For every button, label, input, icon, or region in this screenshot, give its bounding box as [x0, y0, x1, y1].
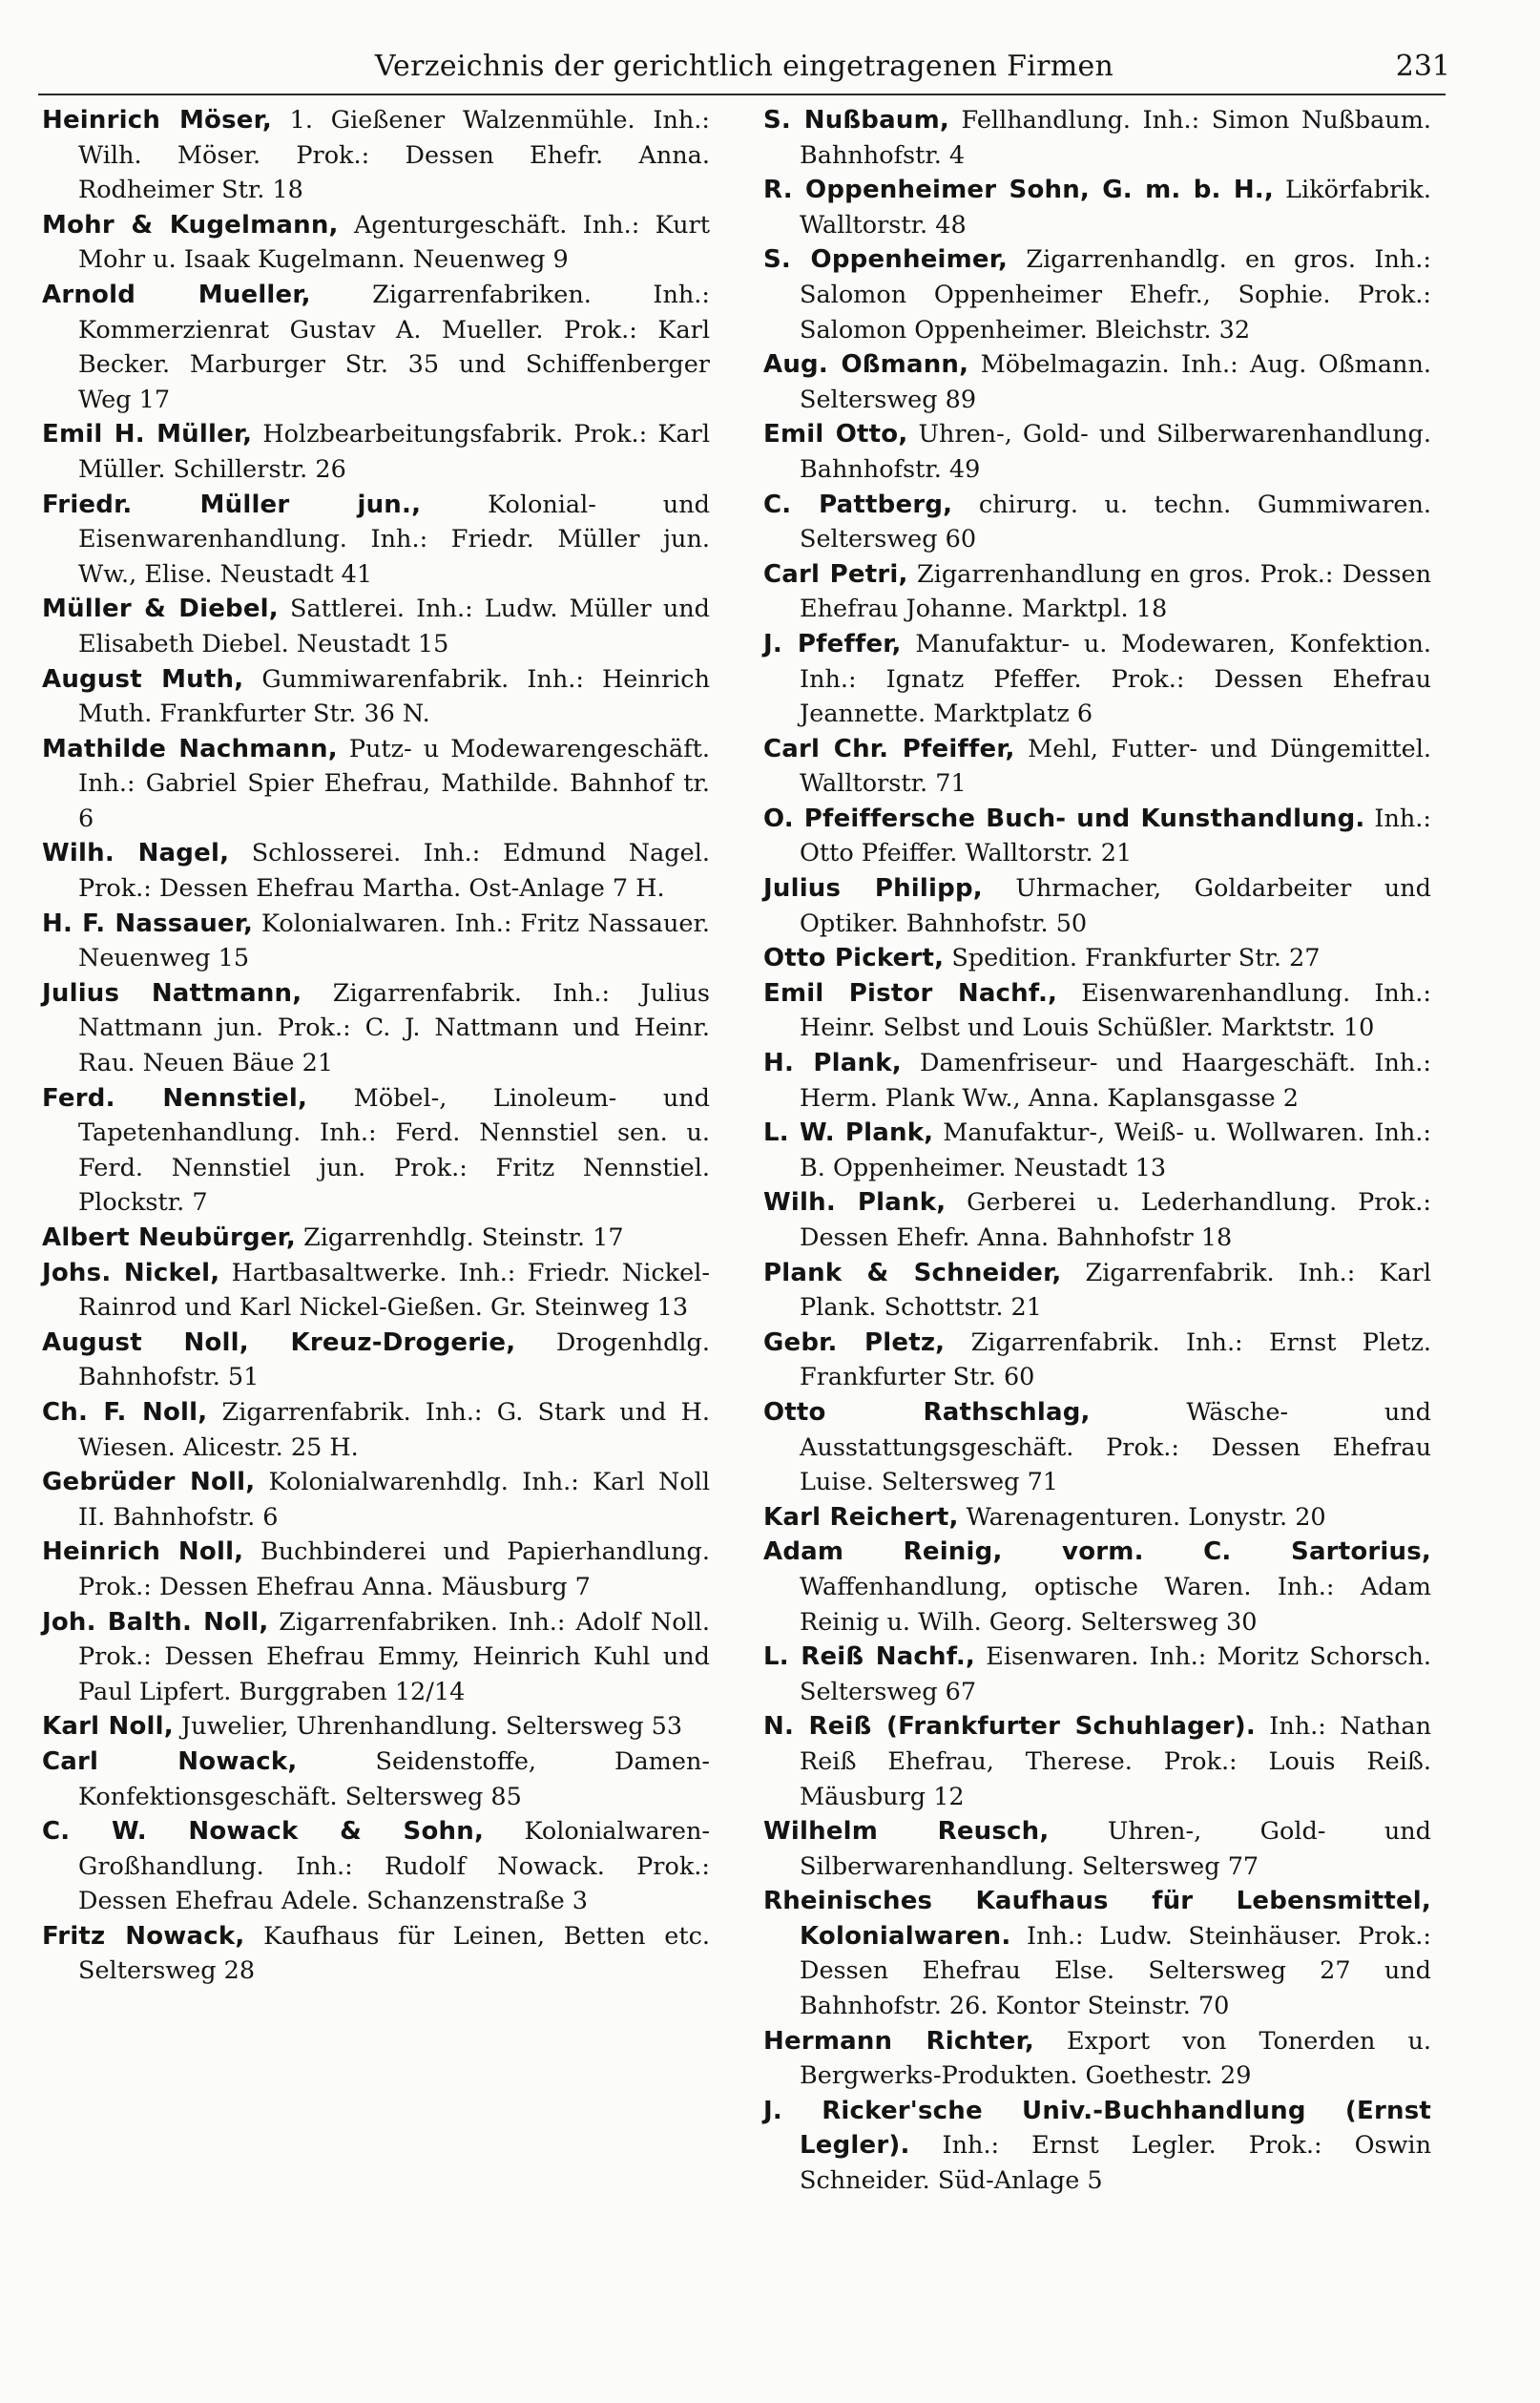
firm-entry: [42, 662, 710, 732]
firm-entry: [42, 1745, 710, 1814]
firm-name: Emil Pistor Nachf.,: [763, 978, 1058, 1008]
firm-name: Julius Nattmann,: [42, 978, 302, 1008]
firm-details: Damenfriseur- und Haargeschäft. Inh.: Herm. Plank Ww., Anna. Kaplansgasse 2: [800, 1049, 1431, 1113]
firm-entry: [763, 1185, 1431, 1255]
firm-entry: [763, 1256, 1431, 1326]
firm-name: Karl Reichert,: [763, 1502, 959, 1532]
firm-entry: [763, 103, 1431, 173]
firm-details: Mehl, Futter- und Düngemittel. Walltorstr. 71: [800, 734, 1431, 799]
firm-entry: [42, 1919, 710, 1989]
firm-entry: [42, 836, 710, 906]
firm-details: Zigarrenfabrik. Inh.: Karl Plank. Schottstr. 21: [800, 1258, 1431, 1323]
firm-name: Fritz Nowack,: [42, 1921, 245, 1951]
firm-name: August Muth,: [42, 664, 244, 694]
firm-entry: [42, 1535, 710, 1604]
firm-name: J. Pfeffer,: [763, 629, 902, 658]
firm-name: Hermann Richter,: [763, 2026, 1034, 2056]
firm-entry: [763, 173, 1431, 242]
firm-name: Gebrüder Noll,: [42, 1468, 256, 1497]
firm-name: L. W. Plank,: [763, 1118, 934, 1148]
firm-entry: [763, 802, 1431, 871]
firm-details: Eisenwaren. Inh.: Moritz Schorsch. Seltersweg 67: [800, 1642, 1432, 1706]
firm-details: Gummiwarenfabrik. Inh.: Heinrich Muth. Frankfurter Str. 36 N.: [78, 664, 710, 729]
firm-details: Likörfabrik. Walltorstr. 48: [800, 176, 1431, 240]
firm-details: Kolonial- und Eisenwarenhandlung. Inh.: Friedr. Müller jun. Ww., Elise. Neustadt 41: [78, 490, 710, 589]
firm-entry: [763, 1116, 1431, 1185]
firm-name: Wilh. Plank,: [763, 1188, 947, 1218]
firm-name: Carl Chr. Pfeiffer,: [763, 734, 1015, 763]
firm-details: Zigarrenhandlung en gros. Prok.: Dessen Ehefrau Johanne. Marktpl. 18: [800, 559, 1431, 624]
firm-name: Wilh. Nagel,: [42, 839, 230, 868]
firm-details: Uhren-, Gold- und Silberwarenhandlung. Bahnhofstr. 49: [800, 420, 1431, 484]
firm-name: Mohr & Kugelmann,: [42, 210, 339, 240]
firm-details: Spedition. Frankfurter Str. 27: [944, 944, 1321, 973]
firm-name: Johs. Nickel,: [42, 1258, 220, 1287]
firm-details: Inh.: Nathan Reiß Ehefrau, Therese. Prok.: Louis Reiß. Mäusburg 12: [800, 1712, 1432, 1811]
running-title: Verzeichnis der gerichtlich eingetragenen Firmen: [374, 50, 1114, 83]
firm-entry: [42, 488, 710, 593]
firm-name: Friedr. Müller jun.,: [42, 490, 422, 519]
firm-entry: [42, 278, 710, 417]
firm-name: Emil H. Müller,: [42, 420, 253, 449]
firm-details: Kaufhaus für Leinen, Betten etc. Seltersweg 28: [78, 1921, 710, 1986]
firm-details: Zigarrenfabriken. Inh.: Kommerzienrat Gustav A. Mueller. Prok.: Karl Becker. Marburger Str. 35 und Schiffenberger Weg 17: [78, 280, 710, 414]
firm-details: Sattlerei. Inh.: Ludw. Müller und Elisabeth Diebel. Neustadt 15: [78, 595, 711, 658]
firm-details: Uhrmacher, Goldarbeiter und Optiker. Bahnhofstr. 50: [800, 874, 1431, 938]
firm-name: Heinrich Noll,: [42, 1537, 244, 1567]
firm-details: Putz- u Modewarengeschäft. Inh.: Gabriel Spier Ehefrau, Mathilde. Bahnhof tr. 6: [78, 734, 710, 833]
firm-name: Aug. Oßmann,: [763, 350, 969, 380]
firm-name: J. Ricker'sche Univ.-Buchhandlung (Ernst Legler).: [763, 2096, 1431, 2161]
firm-entry: [763, 1884, 1431, 2023]
firm-details: Inh.: Ernst Legler. Prok.: Oswin Schneider. Süd-Anlage 5: [800, 2131, 1431, 2196]
firm-name: Gebr. Pletz,: [763, 1327, 946, 1357]
firm-name: C. W. Nowack & Sohn,: [42, 1817, 485, 1847]
firm-details: Zigarrenfabrik. Inh.: Ernst Pletz. Frankfurter Str. 60: [800, 1327, 1431, 1392]
firm-entry: [763, 976, 1431, 1046]
firm-details: Kolonialwaren. Inh.: Fritz Nassauer. Neuenweg 15: [78, 909, 710, 973]
firm-name: Otto Pickert,: [763, 944, 945, 973]
firm-entry: [763, 488, 1431, 557]
firm-name: O. Pfeiffersche Buch- und Kunsthandlung.: [763, 804, 1365, 833]
firm-entry: [42, 1256, 710, 1326]
firm-name: August Noll, Kreuz-Drogerie,: [42, 1327, 516, 1357]
firm-details: 1. Gießener Walzenmühle. Inh.: Wilh. Möser. Prok.: Dessen Ehefr. Anna. Rodheimer Str. 18: [78, 106, 710, 205]
firm-name: Emil Otto,: [763, 420, 908, 449]
firm-name: Otto Rathschlag,: [763, 1397, 1091, 1427]
firm-entry: [42, 1605, 710, 1710]
firm-name: Wilhelm Reusch,: [763, 1817, 1050, 1847]
firm-details: Inh.: Otto Pfeiffer. Walltorstr. 21: [800, 804, 1431, 868]
firm-name: Joh. Balth. Noll,: [42, 1607, 269, 1637]
header-rule: [38, 94, 1446, 95]
firm-entry: [763, 1535, 1431, 1640]
firm-details: Waffenhandlung, optische Waren. Inh.: Adam Reinig u. Wilh. Georg. Seltersweg 30: [800, 1572, 1431, 1637]
firm-name: N. Reiß (Frankfurter Schuhlager).: [763, 1712, 1256, 1742]
firm-details: Holzbearbeitungsfabrik. Prok.: Karl Müller. Schillerstr. 26: [78, 420, 710, 484]
firm-details: Uhren-, Gold- und Silberwarenhandlung. Seltersweg 77: [800, 1817, 1431, 1881]
firm-entry: [42, 976, 710, 1081]
firm-entry: [42, 1814, 710, 1919]
firm-details: Inh.: Ludw. Steinhäuser. Prok.: Dessen Ehefrau Else. Seltersweg 27 und Bahnhofstr. 26. Kontor Steinstr. 70: [800, 1921, 1431, 2021]
firm-details: Schlosserei. Inh.: Edmund Nagel. Prok.: Dessen Ehefrau Martha. Ost-Anlage 7 H.: [78, 839, 710, 904]
firm-entry: [763, 1395, 1431, 1500]
firm-name: C. Pattberg,: [763, 490, 953, 519]
firm-name: R. Oppenheimer Sohn, G. m. b. H.,: [763, 176, 1274, 205]
page-header: [38, 40, 1450, 94]
firm-entry: [42, 1081, 710, 1221]
firm-entry: [763, 417, 1431, 487]
firm-name: H. F. Nassauer,: [42, 909, 254, 938]
firm-name: Mathilde Nachmann,: [42, 734, 338, 763]
firm-entry: [42, 1709, 710, 1745]
firm-entry: [42, 907, 710, 976]
firm-name: Müller & Diebel,: [42, 595, 279, 624]
firm-details: Manufaktur- u. Modewaren, Konfektion. Inh.: Ignatz Pfeffer. Prok.: Dessen Ehefrau Jeannette. Marktplatz 6: [800, 629, 1431, 729]
firm-details: Zigarrenfabrik. Inh.: G. Stark und H. Wiesen. Alicestr. 25 H.: [78, 1397, 710, 1462]
firm-name: Heinrich Möser,: [42, 106, 272, 135]
firm-entry: [763, 627, 1431, 732]
firm-details: Hartbasaltwerke. Inh.: Friedr. Nickel-Rainrod und Karl Nickel-Gießen. Gr. Steinweg 13: [78, 1258, 710, 1323]
firm-name: Karl Noll,: [42, 1712, 174, 1742]
firm-entry: [763, 1814, 1431, 1884]
firm-entry: [42, 208, 710, 278]
firm-entry: [763, 1500, 1431, 1536]
firm-name: Adam Reinig, vorm. C. Sartorius,: [763, 1537, 1431, 1567]
left-column: [42, 103, 710, 1989]
firm-name: Carl Nowack,: [42, 1746, 298, 1776]
firm-entry: [763, 941, 1431, 976]
firm-details: Warenagenturen. Lonystr. 20: [958, 1502, 1326, 1532]
firm-details: Kolonialwarenhdlg. Inh.: Karl Noll II. Bahnhofstr. 6: [78, 1468, 710, 1532]
firm-entry: [763, 2024, 1431, 2094]
firm-entry: [763, 871, 1431, 941]
firm-entry: [42, 103, 710, 208]
firm-name: Rheinisches Kaufhaus für Lebensmittel, Kolonialwaren.: [763, 1887, 1431, 1951]
firm-details: Möbelmagazin. Inh.: Aug. Oßmann. Seltersweg 89: [800, 350, 1431, 414]
firm-entry: [42, 417, 710, 487]
firm-details: Zigarrenfabrik. Inh.: Julius Nattmann jun. Prok.: C. J. Nattmann und Heinr. Rau. Neuen Bäue 21: [78, 978, 710, 1078]
page-number: 231: [1395, 50, 1450, 83]
firm-entry: [42, 1221, 710, 1256]
firm-details: Export von Tonerden u. Bergwerks-Produkten. Goethestr. 29: [800, 2026, 1431, 2091]
firm-entry: [763, 242, 1431, 347]
firm-name: S. Oppenheimer,: [763, 245, 1009, 275]
firm-name: Albert Neubürger,: [42, 1223, 296, 1252]
firm-entry: [763, 732, 1431, 802]
firm-details: Eisenwarenhandlung. Inh.: Heinr. Selbst und Louis Schüßler. Marktstr. 10: [800, 978, 1431, 1043]
firm-entry: [763, 1326, 1431, 1395]
firm-details: Zigarrenhandlg. en gros. Inh.: Salomon Oppenheimer Ehefr., Sophie. Prok.: Salomon Oppenheimer. Bleichstr. 32: [800, 245, 1431, 345]
firm-name: Arnold Mueller,: [42, 280, 311, 309]
firm-details: Kolonialwaren-Großhandlung. Inh.: Rudolf Nowack. Prok.: Dessen Ehefrau Adele. Schanzenstraße 3: [78, 1817, 710, 1916]
firm-details: Zigarrenhdlg. Steinstr. 17: [295, 1223, 624, 1252]
firm-details: Drogenhdlg. Bahnhofstr. 51: [78, 1327, 710, 1392]
firm-entry: [42, 1465, 710, 1535]
firm-details: Fellhandlung. Inh.: Simon Nußbaum. Bahnhofstr. 4: [800, 106, 1431, 170]
firm-name: Julius Philipp,: [763, 874, 983, 904]
firm-details: Juwelier, Uhrenhandlung. Seltersweg 53: [173, 1712, 683, 1742]
firm-name: Carl Petri,: [763, 559, 908, 589]
firm-details: Möbel-, Linoleum- und Tapetenhandlung. Inh.: Ferd. Nennstiel sen. u. Ferd. Nennstiel jun. Prok.: Fritz Nennstiel. Plockstr. 7: [78, 1083, 710, 1218]
firm-entry: [763, 2094, 1431, 2199]
firm-name: L. Reiß Nachf.,: [763, 1642, 976, 1672]
firm-details: Wäsche- und Ausstattungsgeschäft. Prok.: Dessen Ehefrau Luise. Seltersweg 71: [800, 1397, 1432, 1497]
firm-details: Zigarrenfabriken. Inh.: Adolf Noll. Prok.: Dessen Ehefrau Emmy, Heinrich Kuhl und Paul Lipfert. Burggraben 12/14: [78, 1607, 711, 1706]
firm-entry: [42, 732, 710, 837]
firm-entry: [763, 347, 1431, 417]
firm-entry: [42, 1326, 710, 1395]
firm-name: H. Plank,: [763, 1049, 902, 1078]
firm-entry: [42, 592, 710, 661]
firm-entry: [763, 1640, 1431, 1709]
firm-details: Buchbinderei und Papierhandlung. Prok.: Dessen Ehefrau Anna. Mäusburg 7: [78, 1537, 710, 1601]
firm-details: Seidenstoffe, Damen-Konfektionsgeschäft. Seltersweg 85: [78, 1746, 710, 1811]
firm-name: S. Nußbaum,: [763, 106, 949, 135]
firm-details: Gerberei u. Lederhandlung. Prok.: Dessen Ehefr. Anna. Bahnhofstr 18: [800, 1188, 1431, 1252]
firm-details: Manufaktur-, Weiß- u. Wollwaren. Inh.: B. Oppenheimer. Neustadt 13: [800, 1118, 1431, 1182]
firm-name: Ferd. Nennstiel,: [42, 1083, 308, 1113]
firm-details: chirurg. u. techn. Gummiwaren. Seltersweg 60: [800, 490, 1431, 554]
firm-entry: [763, 557, 1431, 627]
firm-name: Plank & Schneider,: [763, 1258, 1062, 1287]
firm-entry: [763, 1709, 1431, 1814]
firm-entry: [763, 1046, 1431, 1116]
right-column: [763, 103, 1431, 2199]
firm-name: Ch. F. Noll,: [42, 1397, 208, 1427]
firm-entry: [42, 1395, 710, 1465]
firm-details: Agenturgeschäft. Inh.: Kurt Mohr u. Isaak Kugelmann. Neuenweg 9: [78, 210, 710, 275]
